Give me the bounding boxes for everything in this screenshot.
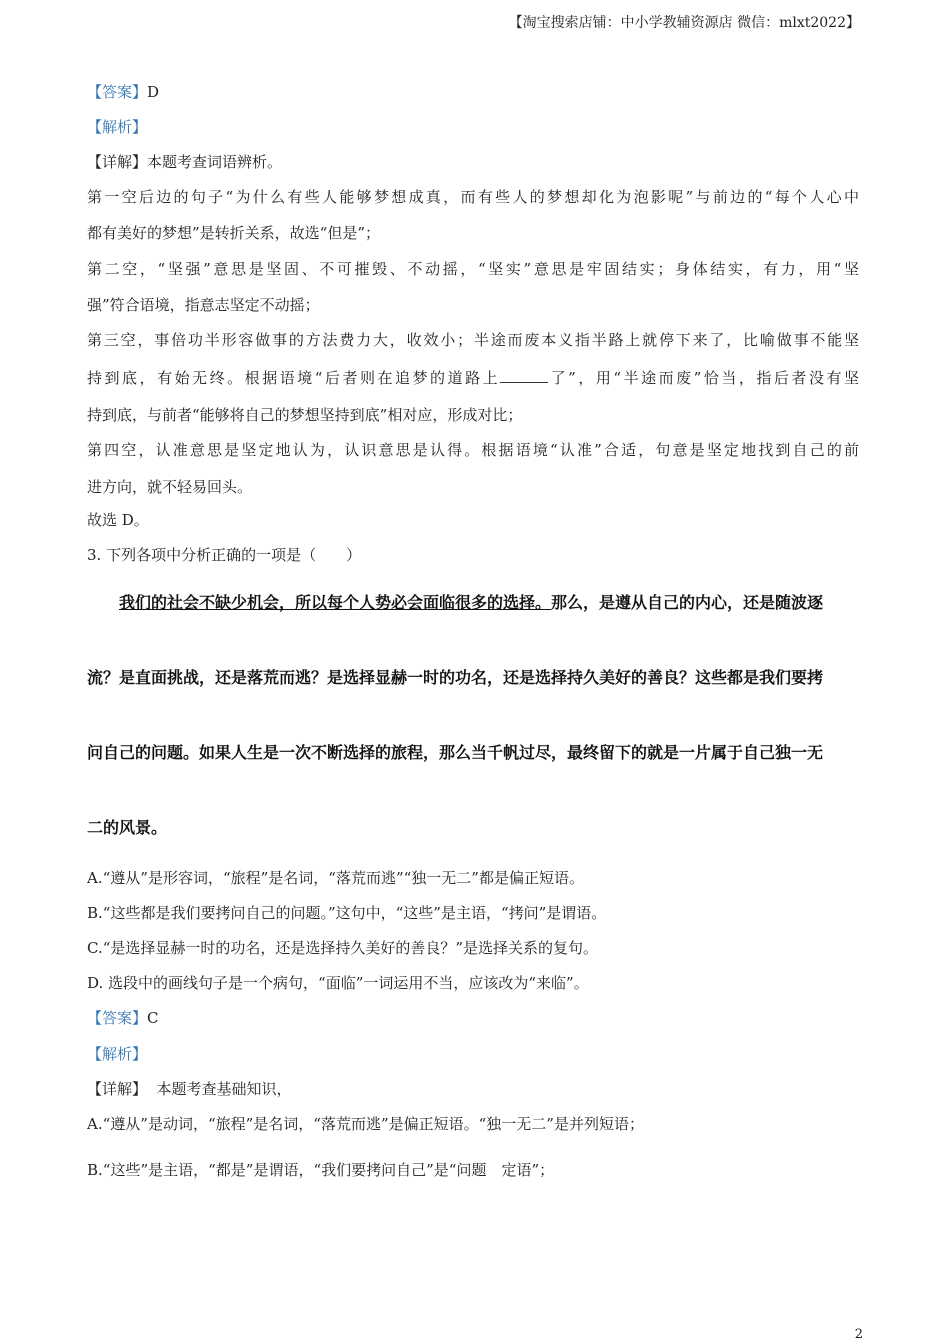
explanation-line: 第三空，事倍功半形容做事的方法费力大，收效小；半途而废本义指半路上就停下来了，比喻做事不能坚 [87, 331, 859, 349]
conclusion-line: 故选 D。 [87, 511, 149, 529]
passage-text: 那么，是遵从自己的内心，还是随波逐 [551, 593, 824, 612]
answer-value: D [147, 83, 160, 101]
explanation-line: 都有美好的梦想”是转折关系，故选“但是”； [87, 224, 381, 242]
blank-text-after: 了”，用“半途而废”恰当，指后者没有坚 [548, 369, 859, 387]
explanation-line: 第一空后边的句子“为什么有些人能够梦想成真，而有些人的梦想却化为泡影呢”与前边的“每个人心中 [87, 188, 859, 206]
page-header: 【淘宝搜索店铺：中小学教辅资源店 微信：mlxt2022】 [508, 15, 860, 31]
answer-tag: 【答案】 [87, 1009, 148, 1027]
q2-answer-line [87, 80, 859, 104]
page-number: 2 [854, 1327, 863, 1342]
question-3-title: 3. 下列各项中分析正确的一项是（ ） [87, 546, 362, 564]
answer-value: C [147, 1009, 159, 1027]
option-c: C.“是选择显赫一时的功名，还是选择持久美好的善良？”是选择关系的复句。 [87, 939, 599, 957]
option-a: A.“遵从”是形容词，“旅程”是名词，“落荒而逃”“独一无二”都是偏正短语。 [87, 869, 584, 887]
explanation-line: B.“这些”是主语，“都是”是谓语，“我们要拷问自己”是“问题 定语”； [87, 1161, 555, 1179]
analysis-tag: 【解析】 [87, 1045, 148, 1063]
passage-line: 二的风景。 [87, 818, 168, 837]
detail-text: 本题考查词语辨析。 [147, 153, 283, 171]
explanation-line: A.“遵从”是动词，“旅程”是名词，“落荒而逃”是偏正短语。“独一无二”是并列短语； [87, 1115, 644, 1133]
blank-text-before: 持到底，有始无终。根据语境“后者则在追梦的道路上 [87, 369, 501, 387]
option-d: D. 选段中的画线句子是一个病句，“面临”一词运用不当，应该改为“来临”。 [87, 974, 589, 992]
analysis-tag: 【解析】 [87, 118, 148, 136]
option-b: B.“这些都是我们要拷问自己的问题。”这句中，“这些”是主语，“拷问”是谓语。 [87, 904, 607, 922]
answer-tag: 【答案】 [87, 83, 148, 101]
underlined-sentence: 我们的社会不缺少机会，所以每个人势必会面临很多的选择。 [119, 593, 552, 612]
detail-tag: 【详解】 [87, 1080, 148, 1098]
explanation-line: 第四空，认准意思是坚定地认为，认识意思是认得。根据语境“认准”合适，句意是坚定地找到自己的前 [87, 441, 859, 459]
explanation-line: 持到底，与前者“能够将自己的梦想坚持到底”相对应，形成对比； [87, 406, 523, 424]
passage-line: 问自己的问题。如果人生是一次不断选择的旅程，那么当千帆过尽，最终留下的就是一片属于自己独一无 [87, 743, 824, 762]
explanation-line: 强”符合语境，指意志坚定不动摇； [87, 296, 320, 314]
passage-line [87, 590, 859, 616]
explanation-line: 进方向，就不轻易回头。 [87, 478, 253, 496]
explanation-line-with-blank [87, 366, 859, 390]
explanation-line: 第二空，“坚强”意思是坚固、不可摧毁、不动摇，“坚实”意思是牢固结实；身体结实，有力，用“坚 [87, 260, 859, 278]
detail-tag: 【详解】 [87, 153, 148, 171]
detail-line [87, 150, 859, 174]
q3-answer-line [87, 1006, 859, 1030]
passage-line: 流？是直面挑战，还是落荒而逃？是选择显赫一时的功名，还是选择持久美好的善良？这些都是我们要拷 [87, 668, 824, 687]
fill-blank [500, 368, 548, 383]
detail-text: 本题考查基础知识， [147, 1080, 292, 1098]
detail-line [87, 1077, 859, 1101]
